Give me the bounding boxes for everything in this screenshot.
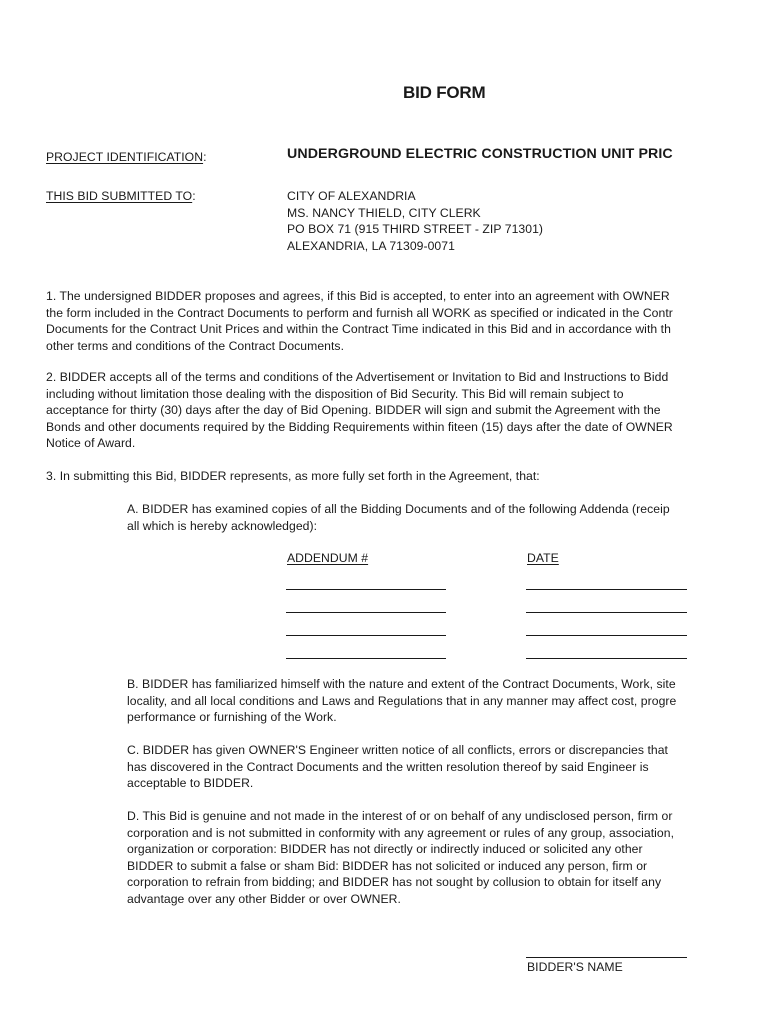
bidder-name-label: BIDDER'S NAME (527, 960, 623, 974)
submitted-to-label: THIS BID SUBMITTED TO (46, 189, 193, 203)
submitted-to-label-row: THIS BID SUBMITTED TO: (46, 189, 196, 203)
paragraph-line: acceptable to BIDDER. (127, 776, 254, 791)
addendum-number-blank[interactable] (286, 589, 446, 590)
addendum-number-blank[interactable] (286, 612, 446, 613)
paragraph-line: C. BIDDER has given OWNER'S Engineer written notice of all conflicts, errors or discrepancies that (127, 743, 668, 757)
project-identification-label: PROJECT IDENTIFICATION (46, 150, 204, 164)
paragraph-line: locality, and all local conditions and Laws and Regulations that in any manner may affect cost, progre (127, 693, 677, 708)
paragraph-line: 1. The undersigned BIDDER proposes and agrees, if this Bid is accepted, to enter into an agreement with OWNER (46, 289, 670, 303)
addendum-date-blank[interactable] (526, 658, 687, 659)
paragraph-line: the form included in the Contract Documents to perform and furnish all WORK as specified or indicated in the Contr (46, 305, 673, 320)
addendum-number-blank[interactable] (286, 658, 446, 659)
date-header: DATE (527, 551, 559, 565)
paragraph-line: performance or furnishing of the Work. (127, 710, 337, 725)
paragraph-line: D. This Bid is genuine and not made in the interest of or on behalf of any undisclosed person, firm or (127, 809, 673, 823)
address-line: MS. NANCY THIELD, CITY CLERK (287, 205, 481, 220)
paragraph-line: including without limitation those dealing with the disposition of Bid Security. This Bid will remain subject to (46, 386, 624, 401)
page-title: BID FORM (403, 83, 486, 102)
bidder-name-signature-line[interactable] (526, 957, 687, 958)
paragraph-line: all which is hereby acknowledged): (127, 518, 318, 533)
addendum-number-header: ADDENDUM # (287, 551, 369, 565)
item-b (127, 676, 687, 726)
paragraph-line: Bonds and other documents required by the Bidding Requirements within fiteen (15) days after the date of OWNER (46, 419, 673, 434)
paragraph-line: other terms and conditions of the Contract Documents. (46, 338, 345, 353)
item-d (127, 808, 687, 908)
item-c (127, 742, 687, 792)
address-line: CITY OF ALEXANDRIA (287, 189, 416, 203)
addendum-date-blank[interactable] (526, 612, 687, 613)
paragraph-line: Documents for the Contract Unit Prices and within the Contract Time indicated in this Bid and in accordance with th (46, 322, 671, 337)
paragraph-line: acceptance for thirty (30) days after the day of Bid Opening. BIDDER will sign and submit the Agreement with the (46, 403, 661, 418)
address-line: ALEXANDRIA, LA 71309-0071 (287, 238, 455, 253)
paragraph-line: corporation to refrain from bidding; and BIDDER has not sought by collusion to obtain for itself any (127, 875, 662, 890)
addendum-number-blank[interactable] (286, 635, 446, 636)
item-a (127, 501, 687, 534)
project-identification-label-row: PROJECT IDENTIFICATION: (46, 150, 207, 164)
paragraph-line: corporation and is not submitted in conformity with any agreement or rules of any group, association, (127, 825, 674, 840)
addendum-date-blank[interactable] (526, 589, 687, 590)
project-identification-value: UNDERGROUND ELECTRIC CONSTRUCTION UNIT PRIC (287, 146, 673, 162)
paragraph-line: B. BIDDER has familiarized himself with the nature and extent of the Contract Documents, Work, site (127, 677, 676, 691)
paragraph-line: 2. BIDDER accepts all of the terms and conditions of the Advertisement or Invitation to Bid and Instructions to Bidd (46, 370, 669, 384)
paragraph-3: 3. In submitting this Bid, BIDDER represents, as more fully set forth in the Agreement, that: (46, 469, 540, 483)
paragraph-line: Notice of Award. (46, 436, 136, 451)
paragraph-line: organization or corporation: BIDDER has not directly or indirectly induced or solicited any other (127, 842, 643, 857)
submitted-to-address (287, 188, 543, 254)
paragraph-2 (46, 369, 687, 452)
paragraph-line: has discovered in the Contract Documents and the written resolution thereof by said Engineer is (127, 759, 649, 774)
paragraph-line: BIDDER to submit a false or sham Bid: BIDDER has not solicited or induced any person, firm or (127, 858, 648, 873)
paragraph-line: advantage over any other Bidder or over OWNER. (127, 891, 401, 906)
address-line: PO BOX 71 (915 THIRD STREET - ZIP 71301) (287, 222, 544, 237)
paragraph-1 (46, 288, 687, 354)
paragraph-line: A. BIDDER has examined copies of all the Bidding Documents and of the following Addenda (receip (127, 502, 670, 516)
addendum-date-blank[interactable] (526, 635, 687, 636)
